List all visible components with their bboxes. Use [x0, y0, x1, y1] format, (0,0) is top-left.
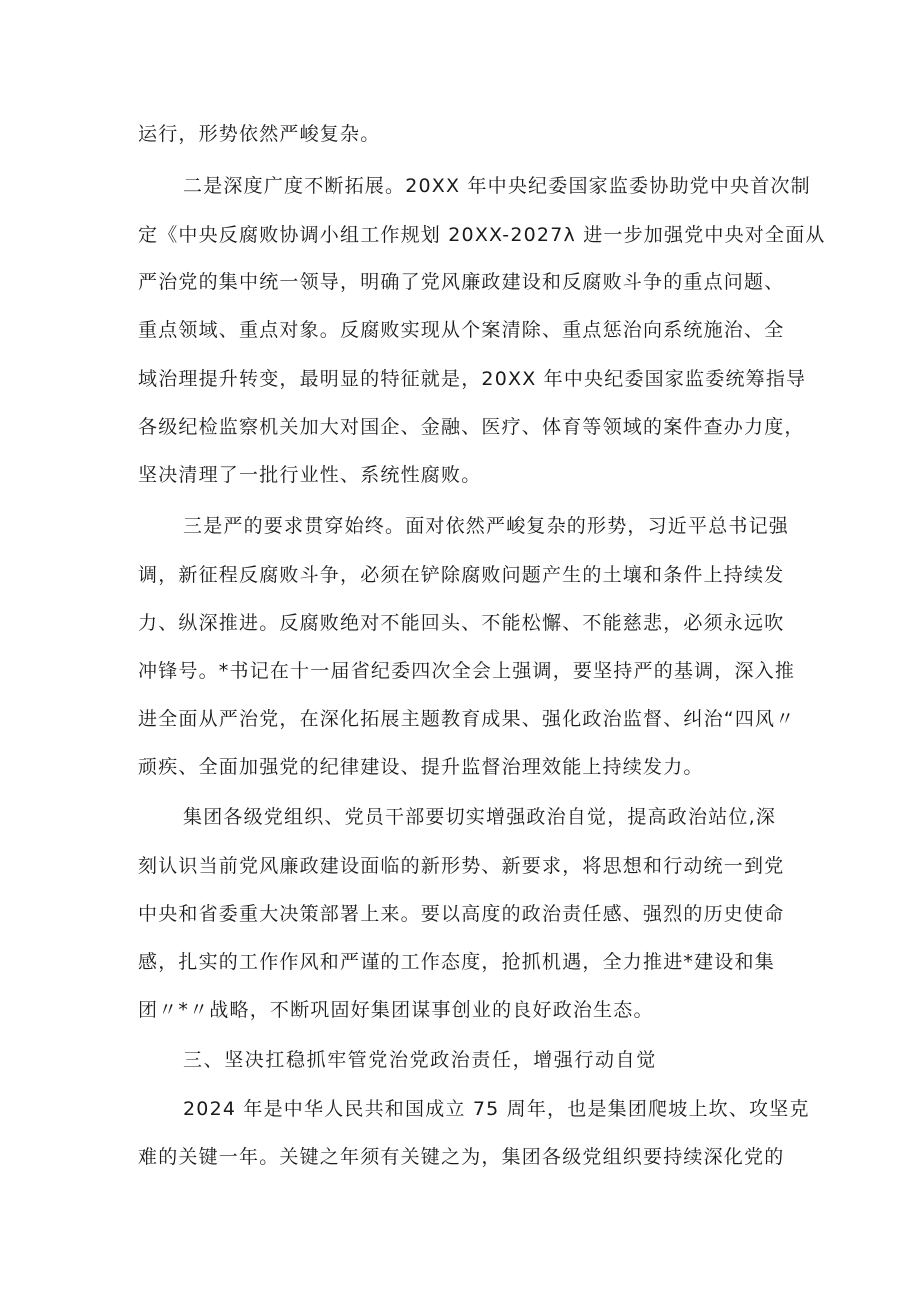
paragraph-line: 冲锋号。*书记在十一届省纪委四次全会上强调，要坚持严的基调，深入推: [138, 660, 796, 682]
text-line: 运行，形势依然严峻复杂。: [138, 123, 381, 145]
paragraph-line: 各级纪检监察机关加大对国企、金融、医疗、体育等领域的案件查办力度，: [138, 416, 805, 438]
paragraph-line: 2024 年是中华人民共和国成立 75 周年，也是集团爬坡上坎、攻坚克: [183, 1098, 810, 1120]
paragraph-line: 力、纵深推进。反腐败绝对不能回头、不能松懈、不能慈悲，必须永远吹: [138, 612, 785, 634]
paragraph-line: 难的关键一年。关键之年须有关键之为，集团各级党组织要持续深化党的: [138, 1146, 785, 1168]
paragraph-line: 坚决清理了一批行业性、系统性腐败。: [138, 464, 482, 486]
paragraph-line: 进全面从严治党，在深化拓展主题教育成果、强化政治监督、纠治“四风〃: [138, 708, 796, 730]
paragraph-line: 定《中央反腐败协调小组工作规划 20XX-2027λ 进一步加强党中央对全面从: [138, 224, 826, 246]
paragraph-line: 重点领域、重点对象。反腐败实现从个案清除、重点惩治向系统施治、全: [138, 319, 785, 341]
paragraph-line: 二是深度广度不断拓展。20XX 年中央纪委国家监委协助党中央首次制: [183, 175, 811, 197]
paragraph-line: 集团各级党组织、党员干部要切实增强政治自觉，提高政治站位,深: [183, 806, 777, 828]
paragraph-line: 严治党的集中统一领导，明确了党风廉政建设和反腐败斗争的重点问题、: [138, 271, 785, 293]
paragraph-line: 团〃*〃战略，不断巩固好集团谋事创业的良好政治生态。: [138, 999, 654, 1021]
paragraph-line: 域治理提升转变，最明显的特征就是，20XX 年中央纪委国家监委统筹指导: [138, 368, 807, 390]
paragraph-line: 顽疾、全面加强党的纪律建设、提升监督治理效能上持续发力。: [138, 756, 704, 778]
paragraph-line: 调，新征程反腐败斗争，必须在铲除腐败问题产生的土壤和条件上持续发: [138, 564, 785, 586]
section-heading: 三、坚决扛稳抓牢管党治党政治责任，增强行动自觉: [183, 1049, 657, 1071]
paragraph-line: 三是严的要求贯穿始终。面对依然严峻复杂的形势，习近平总书记强: [183, 515, 790, 537]
paragraph-line: 中央和省委重大决策部署上来。要以高度的政治责任感、强烈的历史使命: [138, 903, 785, 925]
paragraph-line: 感，扎实的工作作风和严谨的工作态度，抢抓机遇，全力推进*建设和集: [138, 951, 775, 973]
paragraph-line: 刻认识当前党风廉政建设面临的新形势、新要求，将思想和行动统一到党: [138, 855, 785, 877]
